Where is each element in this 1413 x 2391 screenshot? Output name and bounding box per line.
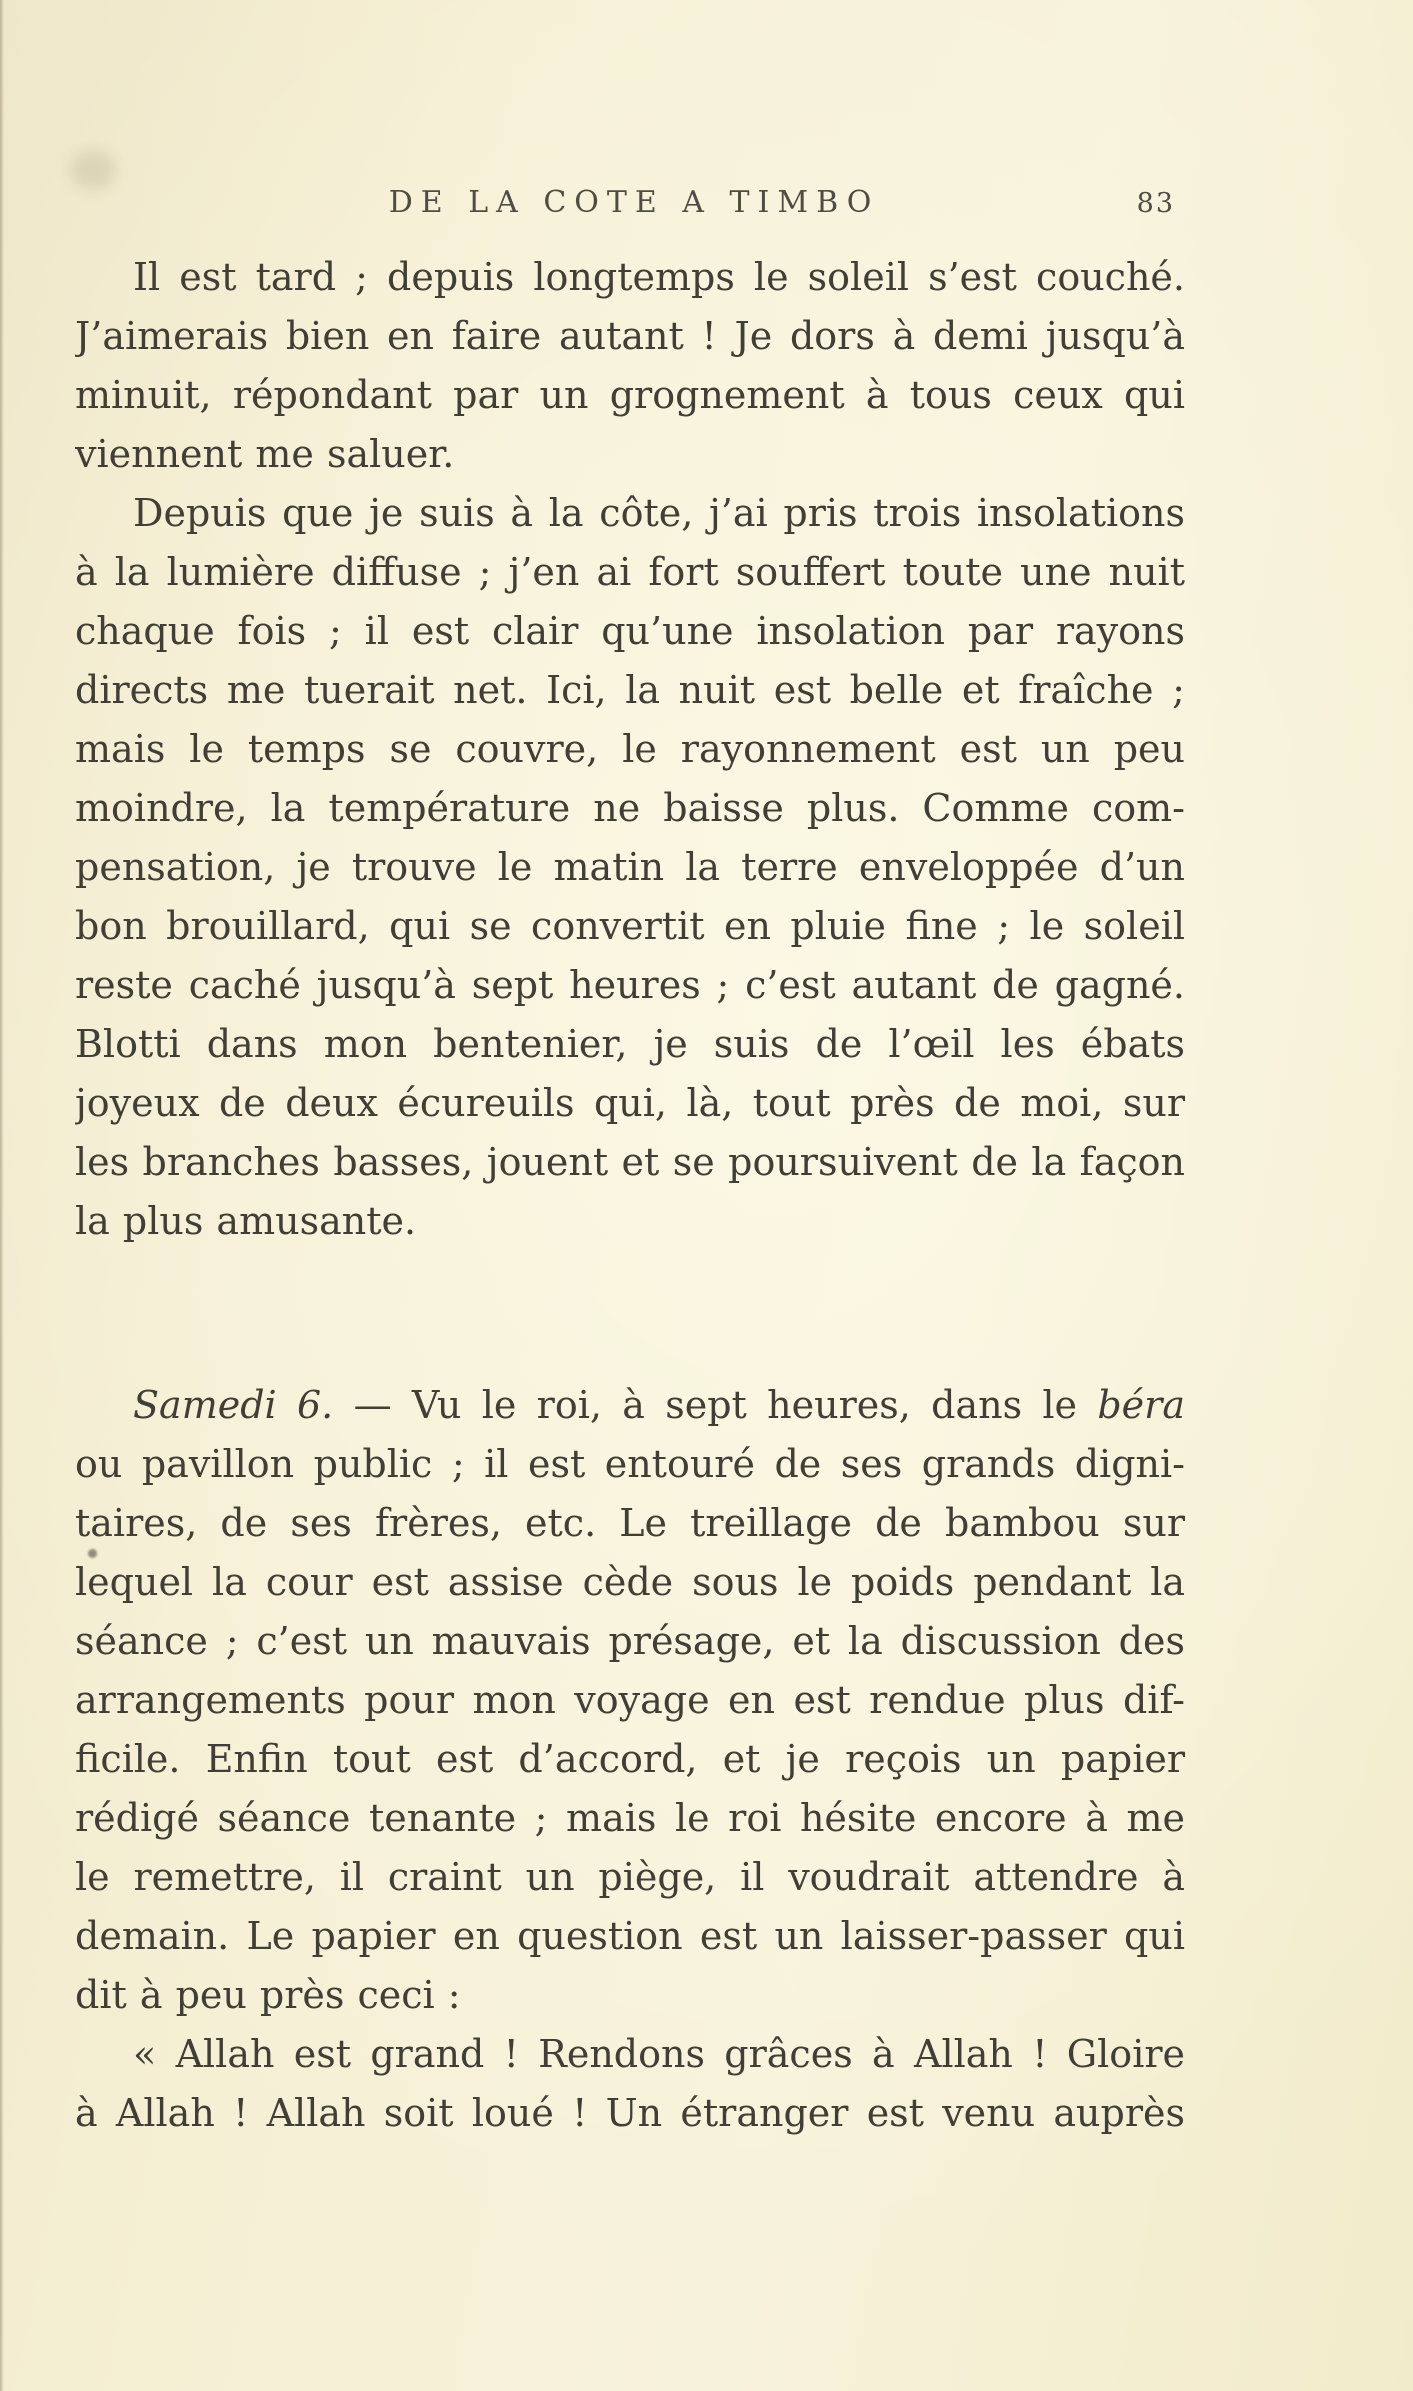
plain-text: lequel la cour est assise cède sous le poids pendant la <box>75 1560 1185 1604</box>
plain-text: Depuis que je suis à la côte, j’ai pris trois insolations <box>133 491 1185 535</box>
paragraph <box>75 248 1185 484</box>
text-line <box>75 956 1185 1015</box>
text-line <box>75 1435 1185 1494</box>
text-line <box>75 602 1185 661</box>
plain-text: arrangements pour mon voyage en est rendue plus dif- <box>75 1678 1185 1722</box>
text-line <box>75 838 1185 897</box>
plain-text: — Vu le roi, à sept heures, dans le <box>333 1383 1098 1427</box>
text-line <box>75 779 1185 838</box>
text-line <box>75 720 1185 779</box>
plain-text: ou pavillon public ; il est entouré de ses grands digni- <box>75 1442 1185 1486</box>
italic-text: béra <box>1097 1383 1185 1427</box>
plain-text: minuit, répondant par un grognement à tous ceux qui <box>75 373 1185 417</box>
text-line <box>75 2025 1185 2084</box>
text-line <box>75 248 1185 307</box>
text-line <box>75 1848 1185 1907</box>
running-head <box>75 186 1185 226</box>
text-line <box>75 1907 1185 1966</box>
text-line <box>75 366 1185 425</box>
plain-text: chaque fois ; il est clair qu’une insolation par rayons <box>75 609 1185 653</box>
text-line <box>75 1612 1185 1671</box>
paragraph <box>75 2025 1185 2143</box>
plain-text: demain. Le papier en question est un laisser-passer qui <box>75 1914 1185 1958</box>
plain-text: dit à peu près ceci : <box>75 1973 461 2017</box>
plain-text: Il est tard ; depuis longtemps le soleil s’est couché. <box>133 255 1185 299</box>
plain-text: rédigé séance tenante ; mais le roi hésite encore à me <box>75 1796 1185 1840</box>
page-number: 83 <box>1136 188 1175 219</box>
plain-text: le remettre, il craint un piège, il voudrait attendre à <box>75 1855 1185 1899</box>
text-line <box>75 1789 1185 1848</box>
text-line <box>75 1553 1185 1612</box>
plain-text: séance ; c’est un mauvais présage, et la discussion des <box>75 1619 1185 1663</box>
ink-speck <box>88 1549 97 1558</box>
plain-text: mais le temps se couvre, le rayonnement est un peu <box>75 727 1185 771</box>
plain-text: moindre, la température ne baisse plus. Comme com- <box>75 786 1185 830</box>
plain-text: les branches basses, jouent et se poursuivent de la façon <box>75 1140 1185 1184</box>
plain-text: la plus amusante. <box>75 1199 417 1243</box>
plain-text: directs me tuerait net. Ici, la nuit est belle et fraîche ; <box>75 668 1185 712</box>
plain-text: pensation, je trouve le matin la terre enveloppée d’un <box>75 845 1185 889</box>
text-line <box>75 1015 1185 1074</box>
text-line <box>75 1074 1185 1133</box>
plain-text: « Allah est grand ! Rendons grâces à Allah ! Gloire <box>133 2032 1185 2076</box>
text-line <box>75 484 1185 543</box>
scan-left-edge <box>0 0 4 2391</box>
text-line <box>75 1192 1185 1251</box>
text-line <box>75 897 1185 956</box>
plain-text: J’aimerais bien en faire autant ! Je dors à demi jusqu’à <box>75 314 1185 358</box>
italic-text: Samedi 6. <box>133 1383 334 1427</box>
plain-text: à la lumière diffuse ; j’en ai fort souffert toute une nuit <box>75 550 1185 594</box>
plain-text: à Allah ! Allah soit loué ! Un étranger est venu auprès <box>75 2091 1185 2135</box>
plain-text: viennent me saluer. <box>75 432 455 476</box>
paragraph <box>75 1376 1185 2025</box>
plain-text: Blotti dans mon bentenier, je suis de l’œil les ébats <box>75 1022 1185 1066</box>
text-line <box>75 1730 1185 1789</box>
plain-text: bon brouillard, qui se convertit en pluie fine ; le soleil <box>75 904 1185 948</box>
plain-text: taires, de ses frères, etc. Le treillage de bambou sur <box>75 1501 1185 1545</box>
text-line <box>75 1494 1185 1553</box>
text-line <box>75 425 1185 484</box>
plain-text: ficile. Enfin tout est d’accord, et je reçois un papier <box>75 1737 1185 1781</box>
text-line <box>75 1671 1185 1730</box>
text-line <box>75 2084 1185 2143</box>
body-text <box>75 248 1185 2143</box>
text-line <box>75 1133 1185 1192</box>
text-line <box>75 543 1185 602</box>
text-line <box>75 307 1185 366</box>
text-line <box>75 1376 1185 1435</box>
running-head-title: DE LA COTE A TIMBO <box>388 185 880 220</box>
plain-text: joyeux de deux écureuils qui, là, tout près de moi, sur <box>75 1081 1185 1125</box>
paragraph <box>75 484 1185 1251</box>
text-line <box>75 1966 1185 2025</box>
paper-smudge <box>70 150 116 190</box>
text-line <box>75 661 1185 720</box>
plain-text: reste caché jusqu’à sept heures ; c’est autant de gagné. <box>75 963 1185 1007</box>
